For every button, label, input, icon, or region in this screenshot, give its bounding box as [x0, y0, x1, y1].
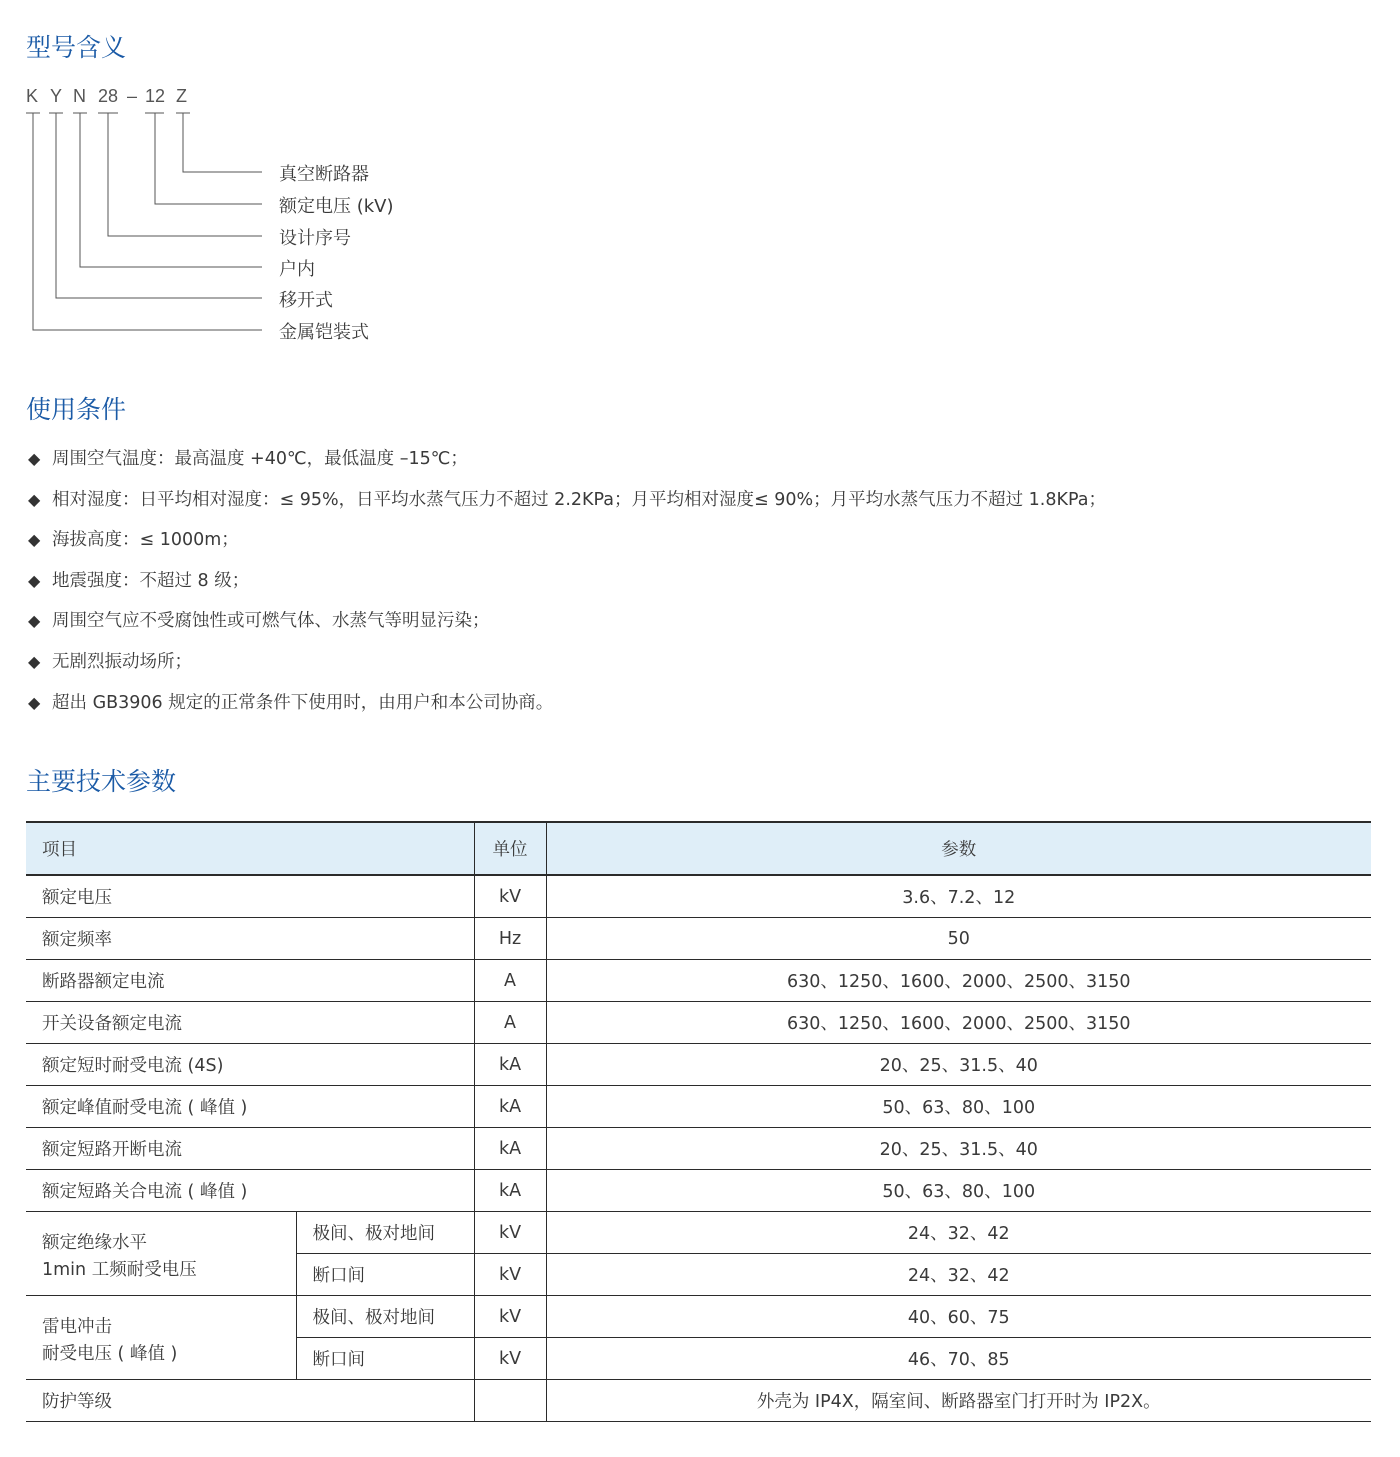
list-item	[28, 446, 1106, 487]
meaning-design-number: 设计序号	[279, 228, 351, 249]
usage-conditions-list	[28, 446, 1106, 730]
row-value: 46、70、85	[546, 1338, 1371, 1380]
code-dash: –	[127, 86, 138, 106]
row-value: 20、25、31.5、40	[546, 1044, 1371, 1086]
row-value: 50、63、80、100	[546, 1170, 1371, 1212]
list-item	[28, 527, 1106, 568]
table-row	[26, 1212, 1371, 1254]
row-unit: A	[474, 1002, 546, 1044]
model-code-diagram	[0, 80, 500, 360]
code-letter-z: Z	[176, 86, 187, 106]
lightning-label-line2: 耐受电压 ( 峰值 )	[42, 1343, 178, 1364]
section-title-usage-conditions: 使用条件	[26, 395, 127, 424]
diamond-bullet-icon: ◆	[28, 570, 41, 590]
meaning-vacuum-breaker: 真空断路器	[279, 164, 369, 185]
row-value: 24、32、42	[546, 1212, 1371, 1254]
row-item: 开关设备额定电流	[26, 1002, 474, 1044]
row-unit: kV	[474, 1212, 546, 1254]
row-item: 额定电压	[26, 875, 474, 918]
row-value: 40、60、75	[546, 1296, 1371, 1338]
row-item: 额定峰值耐受电流 ( 峰值 )	[26, 1086, 474, 1128]
condition-text: 地震强度：不超过 8 级；	[52, 570, 250, 591]
code-letter-n: N	[73, 86, 86, 106]
meaning-rated-voltage: 额定电压 (kV)	[279, 196, 394, 217]
table-row	[26, 1380, 1371, 1422]
condition-text: 周围空气应不受腐蚀性或可燃气体、水蒸气等明显污染；	[52, 611, 490, 632]
code-rated-voltage: 12	[145, 86, 166, 106]
condition-text: 相对湿度：日平均相对湿度：≤ 95%，日平均水蒸气压力不超过 2.2KPa；月平均相对湿度≤ 90%；月平均水蒸气压力不超过 1.8KPa；	[52, 489, 1106, 510]
row-sub: 极间、极对地间	[296, 1296, 474, 1338]
row-item: 额定短路开断电流	[26, 1128, 474, 1170]
header-param: 参数	[546, 822, 1371, 875]
list-item	[28, 649, 1106, 690]
row-unit: A	[474, 960, 546, 1002]
insulation-label-line2: 1min 工频耐受电压	[42, 1259, 197, 1280]
row-value: 24、32、42	[546, 1254, 1371, 1296]
header-item: 项目	[26, 822, 474, 875]
section-title-model-meaning: 型号含义	[26, 33, 127, 62]
row-sub: 断口间	[296, 1338, 474, 1380]
row-value: 20、25、31.5、40	[546, 1128, 1371, 1170]
list-item	[28, 608, 1106, 649]
model-code-connector-lines	[0, 80, 500, 360]
row-value: 50、63、80、100	[546, 1086, 1371, 1128]
meaning-metal-clad: 金属铠装式	[279, 322, 369, 343]
code-letter-k: K	[26, 86, 39, 106]
row-unit: kA	[474, 1086, 546, 1128]
spec-table	[26, 821, 1371, 1422]
table-row	[26, 1044, 1371, 1086]
table-row	[26, 875, 1371, 918]
insulation-label-line1: 额定绝缘水平	[42, 1232, 147, 1253]
diamond-bullet-icon: ◆	[28, 651, 41, 671]
diamond-bullet-icon: ◆	[28, 449, 41, 468]
diamond-bullet-icon: ◆	[28, 692, 41, 712]
diamond-bullet-icon: ◆	[28, 530, 41, 550]
row-value: 630、1250、1600、2000、2500、3150	[546, 1002, 1371, 1044]
row-item: 额定频率	[26, 918, 474, 960]
row-item: 额定短时耐受电流 (4S)	[26, 1044, 474, 1086]
row-item: 防护等级	[26, 1380, 474, 1422]
code-letter-y: Y	[50, 86, 63, 106]
row-unit: kA	[474, 1044, 546, 1086]
condition-text: 超出 GB3906 规定的正常条件下使用时，由用户和本公司协商。	[52, 692, 554, 713]
row-unit: kA	[474, 1170, 546, 1212]
table-row	[26, 1002, 1371, 1044]
row-sub: 断口间	[296, 1254, 474, 1296]
section-title-main-params: 主要技术参数	[26, 767, 177, 796]
row-value: 630、1250、1600、2000、2500、3150	[546, 960, 1371, 1002]
condition-text: 海拔高度：≤ 1000m；	[52, 530, 239, 551]
list-item	[28, 487, 1106, 528]
table-row	[26, 1296, 1371, 1338]
list-item	[28, 690, 1106, 731]
row-item-insulation	[26, 1212, 296, 1296]
code-design-number: 28	[98, 86, 119, 106]
table-header-row	[26, 822, 1371, 875]
row-item: 额定短路关合电流 ( 峰值 )	[26, 1170, 474, 1212]
meaning-withdrawable: 移开式	[279, 290, 333, 311]
table-row	[26, 918, 1371, 960]
lightning-label-line1: 雷电冲击	[42, 1316, 112, 1337]
list-item	[28, 568, 1106, 609]
row-unit: kV	[474, 1296, 546, 1338]
table-row	[26, 1170, 1371, 1212]
row-unit	[474, 1380, 546, 1422]
row-unit: kV	[474, 1254, 546, 1296]
row-value: 3.6、7.2、12	[546, 875, 1371, 918]
row-sub: 极间、极对地间	[296, 1212, 474, 1254]
condition-text: 无剧烈振动场所；	[52, 651, 192, 672]
row-unit: kV	[474, 875, 546, 918]
row-value: 50	[546, 918, 1371, 960]
diamond-bullet-icon: ◆	[28, 489, 41, 509]
row-unit: kV	[474, 1338, 546, 1380]
table-row	[26, 1128, 1371, 1170]
diamond-bullet-icon: ◆	[28, 611, 41, 631]
row-item: 断路器额定电流	[26, 960, 474, 1002]
row-item-lightning	[26, 1296, 296, 1380]
table-row	[26, 960, 1371, 1002]
condition-text: 周围空气温度：最高温度 +40℃，最低温度 –15℃；	[52, 449, 468, 469]
row-unit: Hz	[474, 918, 546, 960]
table-row	[26, 1086, 1371, 1128]
row-value: 外壳为 IP4X，隔室间、断路器室门打开时为 IP2X。	[546, 1380, 1371, 1422]
header-unit: 单位	[474, 822, 546, 875]
meaning-indoor: 户内	[279, 259, 315, 280]
row-unit: kA	[474, 1128, 546, 1170]
